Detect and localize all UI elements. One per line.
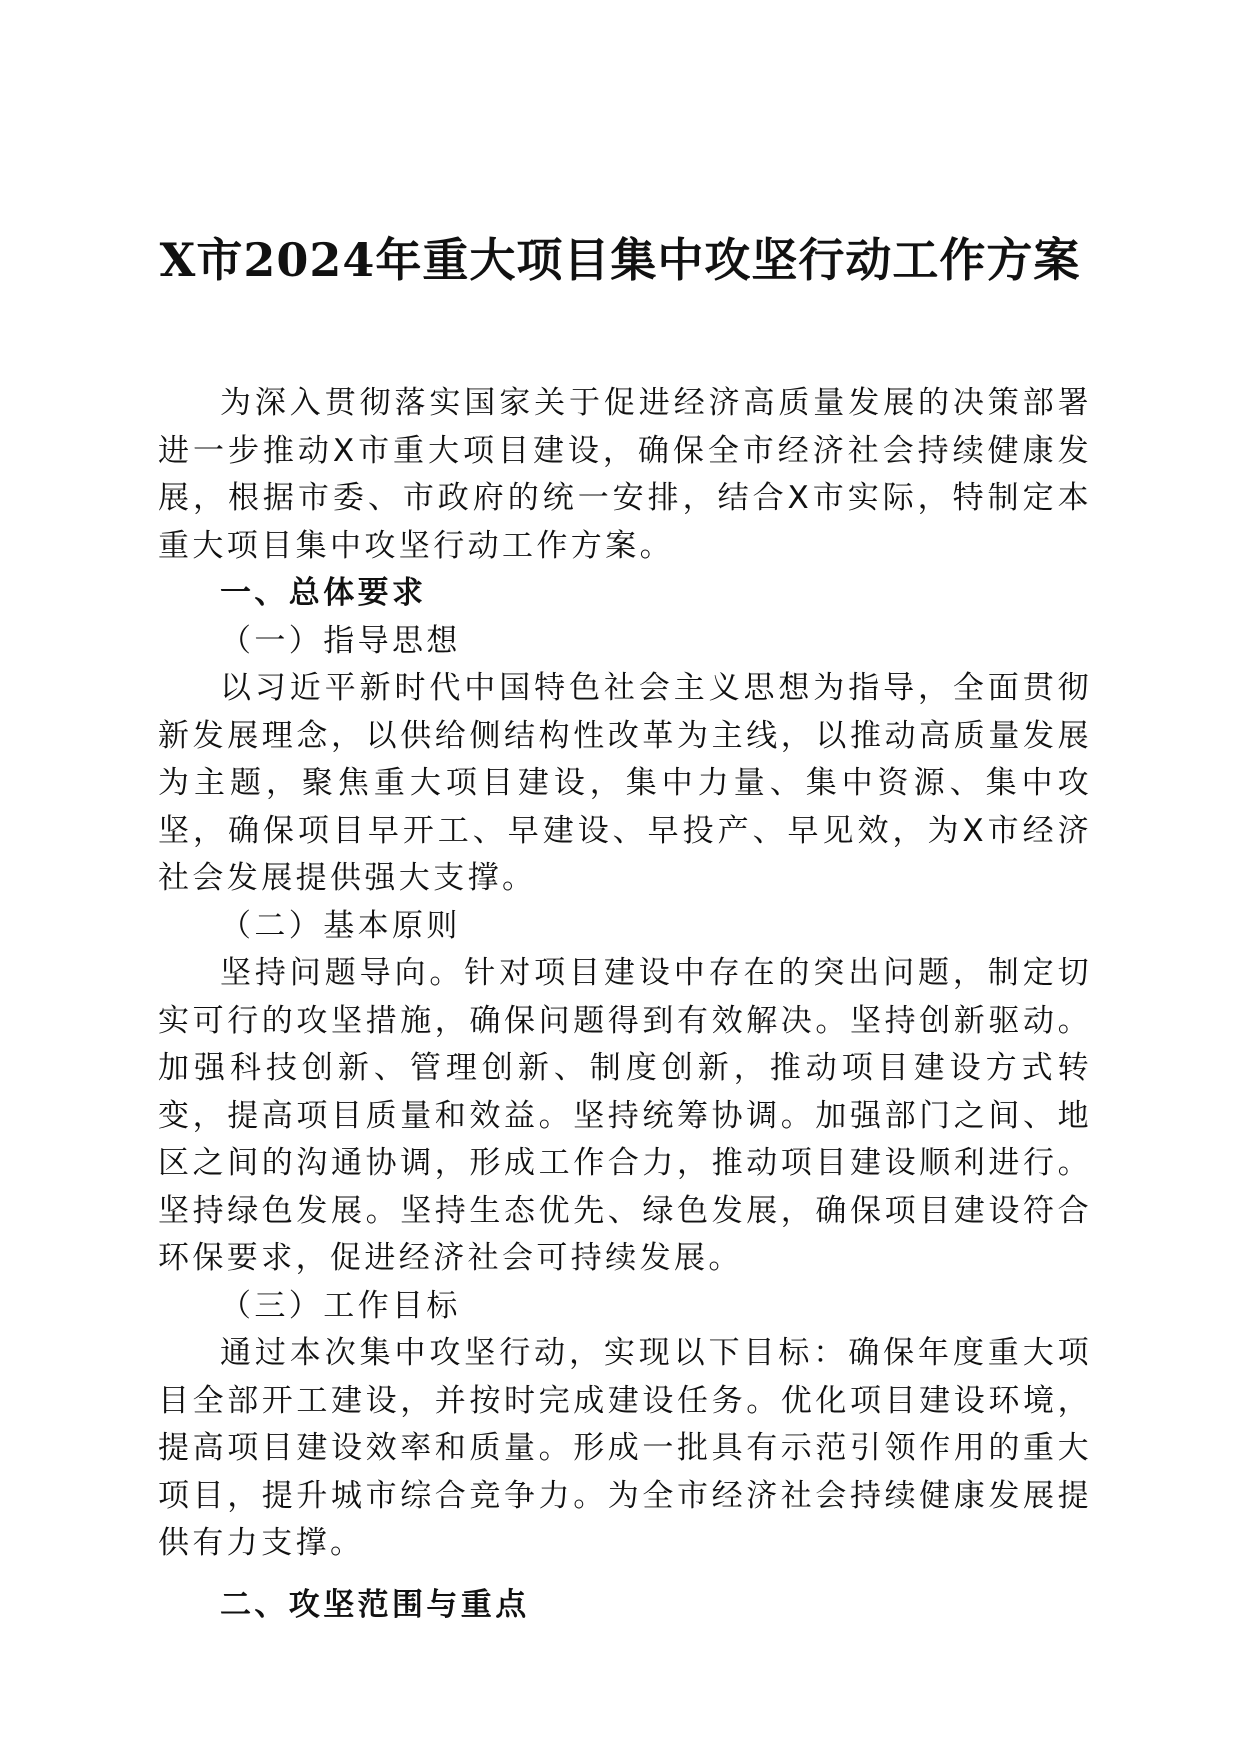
intro-paragraph: 为深入贯彻落实国家关于促进经济高质量发展的决策部署进一步推动X市重大项目建设，确保全市经济社会持续健康发展，根据市委、市政府的统一安排，结合X市实际，特制定本重大项目集中攻坚行动工作方案。 (158, 385, 1092, 564)
paragraph-work-goals: 通过本次集中攻坚行动，实现以下目标：确保年度重大项目全部开工建设，并按时完成建设任务。优化项目建设环境，提高项目建设效率和质量。形成一批具有示范引领作用的重大项目，提升城市综合竞争力。为全市经济社会持续健康发展提供有力支撑。 (158, 1335, 1092, 1561)
subsection-heading-work-goals: （三）工作目标 (220, 1287, 461, 1324)
section-heading-scope-and-focus: 二、攻坚范围与重点 (220, 1586, 530, 1623)
document-title: X市2024年重大项目集中攻坚行动工作方案 (159, 233, 1081, 287)
subsection-heading-basic-principles: （二）基本原则 (220, 907, 461, 944)
paragraph-guiding-thought: 以习近平新时代中国特色社会主义思想为指导，全面贯彻新发展理念，以供给侧结构性改革为主线，以推动高质量发展为主题，聚焦重大项目建设，集中力量、集中资源、集中攻坚，确保项目早开工、早建设、早投产、早见效，为X市经济社会发展提供强大支撑。 (158, 670, 1092, 896)
section-heading-general-requirements: 一、总体要求 (220, 575, 427, 611)
paragraph-basic-principles: 坚持问题导向。针对项目建设中存在的突出问题，制定切实可行的攻坚措施，确保问题得到有效解决。坚持创新驱动。加强科技创新、管理创新、制度创新，推动项目建设方式转变，提高项目质量和效益。坚持统筹协调。加强部门之间、地区之间的沟通协调，形成工作合力，推动项目建设顺利进行。坚持绿色发展。坚持生态优先、绿色发展，确保项目建设符合环保要求，促进经济社会可持续发展。 (158, 955, 1092, 1276)
document-body (158, 380, 1092, 1629)
subsection-heading-guiding-thought: （一）指导思想 (220, 622, 461, 659)
